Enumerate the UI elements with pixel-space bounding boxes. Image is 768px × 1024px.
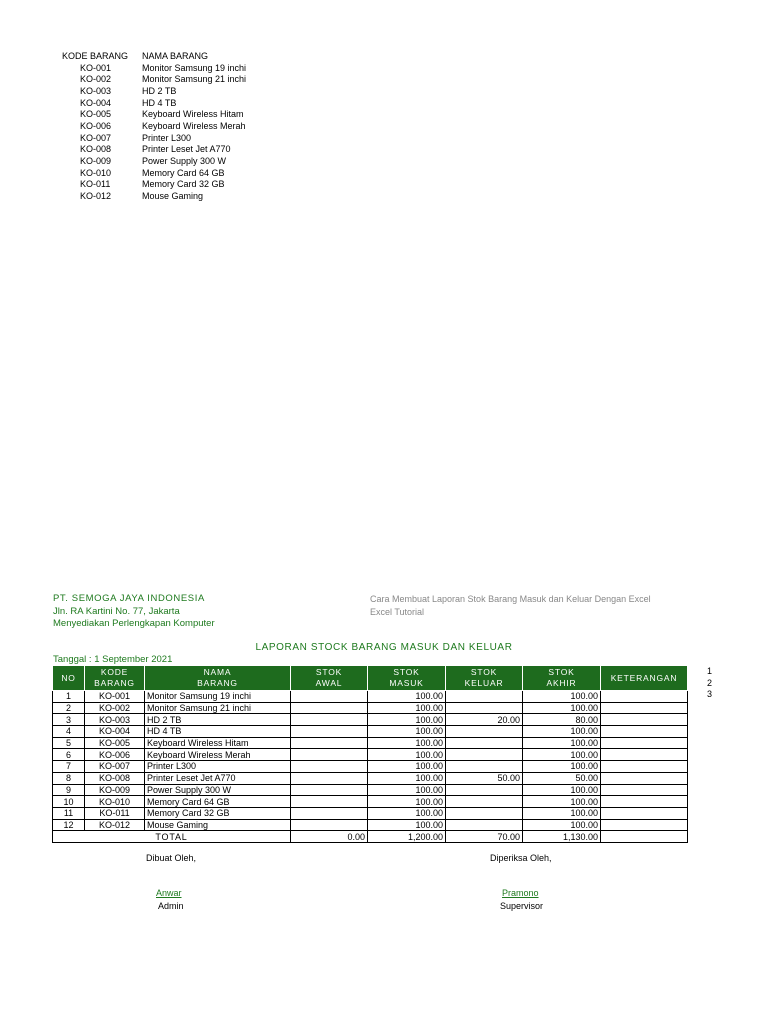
cell-stok-keluar [446,726,523,738]
master-list-item [62,191,246,203]
cell-stok-keluar [446,796,523,808]
cell-stok-keluar [446,737,523,749]
checked-by-label: Diperiksa Oleh, [490,853,552,863]
company-address: Jln. RA Kartini No. 77, Jakarta [53,605,180,617]
cell-stok-akhir: 100.00 [523,737,601,749]
cell-code: KO-001 [85,691,145,703]
cell-code: KO-011 [85,807,145,819]
master-list-item [62,168,246,180]
cell-stok-masuk: 100.00 [368,726,446,738]
master-item-code: KO-010 [80,167,112,178]
table-row [53,726,688,738]
table-row [53,761,688,773]
checker-name: Pramono [502,888,539,898]
cell-stok-masuk: 100.00 [368,691,446,703]
master-item-code: KO-001 [80,62,112,73]
cell-code: KO-009 [85,784,145,796]
cell-keterangan [601,761,688,773]
cell-keterangan [601,702,688,714]
report-date: Tanggal : 1 September 2021 [53,654,173,665]
maker-name: Anwar [156,888,182,898]
side-numbers [707,666,712,701]
cell-no: 7 [53,761,85,773]
col-header-no: NO [53,666,85,691]
cell-code: KO-012 [85,819,145,831]
cell-code: KO-004 [85,726,145,738]
col-header-code: KODE BARANG [85,666,145,691]
cell-code: KO-002 [85,702,145,714]
cell-stok-keluar [446,702,523,714]
checker-role: Supervisor [500,901,544,911]
cell-name: Memory Card 32 GB [145,807,291,819]
master-item-name: Keyboard Wireless Hitam [142,109,244,120]
cell-keterangan [601,807,688,819]
cell-stok-awal [291,807,368,819]
master-list-item [62,63,246,75]
col-header-stok-awal: STOK AWAL [291,666,368,691]
master-item-name: Memory Card 32 GB [142,179,225,190]
cell-keterangan [601,772,688,784]
master-item-code: KO-012 [80,190,112,201]
cell-stok-masuk: 100.00 [368,819,446,831]
total-keluar: 70.00 [446,831,523,843]
table-total-row [53,831,688,843]
cell-name: Monitor Samsung 21 inchi [145,702,291,714]
master-item-name: HD 4 TB [142,97,177,108]
cell-stok-keluar: 20.00 [446,714,523,726]
cell-code: KO-008 [85,772,145,784]
cell-stok-akhir: 100.00 [523,796,601,808]
master-list-header [62,51,246,63]
cell-stok-akhir: 100.00 [523,784,601,796]
cell-stok-masuk: 100.00 [368,714,446,726]
total-masuk: 1,200.00 [368,831,446,843]
cell-stok-awal [291,784,368,796]
cell-stok-awal [291,772,368,784]
table-row [53,772,688,784]
company-info [53,593,215,631]
master-list-item [62,156,246,168]
cell-no: 2 [53,702,85,714]
cell-name: Keyboard Wireless Hitam [145,737,291,749]
master-list-item [62,179,246,191]
table-row [53,796,688,808]
master-list-item [62,86,246,98]
master-item-list [62,51,246,203]
cell-stok-keluar [446,807,523,819]
cell-stok-akhir: 100.00 [523,702,601,714]
cell-stok-awal [291,749,368,761]
master-item-code: KO-007 [80,132,112,143]
table-row [53,714,688,726]
master-item-name: Monitor Samsung 19 inchi [142,62,247,73]
master-header-name: NAMA BARANG [142,51,209,61]
master-item-code: KO-011 [80,179,111,190]
cell-no: 8 [53,772,85,784]
cell-stok-akhir: 100.00 [523,749,601,761]
master-item-name: HD 2 TB [142,85,177,96]
col-header-stok-keluar: STOK KELUAR [446,666,523,691]
total-label: TOTAL [53,831,291,843]
cell-no: 1 [53,691,85,703]
master-item-code: KO-008 [80,144,112,155]
cell-stok-masuk: 100.00 [368,784,446,796]
master-list-item [62,98,246,110]
cell-stok-masuk: 100.00 [368,737,446,749]
master-list-item [62,109,246,121]
cell-stok-akhir: 100.00 [523,726,601,738]
cell-no: 9 [53,784,85,796]
cell-no: 10 [53,796,85,808]
cell-stok-masuk: 100.00 [368,807,446,819]
cell-stok-keluar: 50.00 [446,772,523,784]
cell-keterangan [601,796,688,808]
side-number: 3 [707,689,713,699]
cell-stok-awal [291,796,368,808]
table-row [53,807,688,819]
cell-stok-masuk: 100.00 [368,749,446,761]
cell-code: KO-010 [85,796,145,808]
cell-stok-masuk: 100.00 [368,702,446,714]
cell-stok-keluar [446,784,523,796]
master-list-item [62,74,246,86]
col-header-keterangan: KETERANGAN [601,666,688,691]
report-title: LAPORAN STOCK BARANG MASUK DAN KELUAR [255,642,513,653]
master-header-code: KODE BARANG [62,51,129,61]
cell-no: 5 [53,737,85,749]
table-row [53,691,688,703]
master-item-name: Memory Card 64 GB [142,167,225,178]
table-header-row [53,666,688,691]
table-row [53,784,688,796]
cell-name: Keyboard Wireless Merah [145,749,291,761]
master-item-code: KO-009 [80,155,112,166]
master-list-item [62,144,246,156]
master-item-code: KO-002 [80,74,112,85]
master-item-name: Printer L300 [142,132,192,143]
cell-stok-keluar [446,819,523,831]
cell-code: KO-003 [85,714,145,726]
master-item-code: KO-003 [80,85,112,96]
cell-name: Monitor Samsung 19 inchi [145,691,291,703]
cell-no: 12 [53,819,85,831]
table-row [53,737,688,749]
cell-stok-awal [291,714,368,726]
cell-name: HD 4 TB [145,726,291,738]
cell-keterangan [601,819,688,831]
stock-table [52,665,688,843]
tutorial-caption [370,593,651,618]
cell-stok-awal [291,819,368,831]
tutorial-line-1: Cara Membuat Laporan Stok Barang Masuk dan Keluar Dengan Excel [370,594,651,604]
total-keterangan [601,831,688,843]
cell-no: 3 [53,714,85,726]
cell-stok-awal [291,737,368,749]
cell-stok-akhir: 100.00 [523,761,601,773]
cell-keterangan [601,714,688,726]
cell-name: Power Supply 300 W [145,784,291,796]
master-item-name: Keyboard Wireless Merah [142,120,246,131]
cell-code: KO-007 [85,761,145,773]
cell-stok-akhir: 100.00 [523,819,601,831]
cell-stok-masuk: 100.00 [368,761,446,773]
master-item-code: KO-006 [80,120,112,131]
made-by-label: Dibuat Oleh, [146,853,197,863]
cell-code: KO-006 [85,749,145,761]
side-number: 2 [707,677,713,688]
col-header-stok-akhir: STOK AKHIR [523,666,601,691]
master-list-item [62,133,246,145]
cell-stok-awal [291,702,368,714]
cell-name: HD 2 TB [145,714,291,726]
total-awal: 0.00 [291,831,368,843]
cell-stok-awal [291,761,368,773]
cell-name: Memory Card 64 GB [145,796,291,808]
table-row [53,749,688,761]
cell-no: 6 [53,749,85,761]
cell-stok-awal [291,726,368,738]
cell-name: Printer L300 [145,761,291,773]
cell-stok-awal [291,691,368,703]
table-row [53,819,688,831]
cell-stok-akhir: 50.00 [523,772,601,784]
cell-stok-keluar [446,691,523,703]
cell-stok-akhir: 100.00 [523,807,601,819]
cell-code: KO-005 [85,737,145,749]
cell-keterangan [601,737,688,749]
cell-keterangan [601,691,688,703]
cell-stok-akhir: 100.00 [523,691,601,703]
cell-keterangan [601,749,688,761]
cell-name: Printer Leset Jet A770 [145,772,291,784]
table-row [53,702,688,714]
cell-keterangan [601,784,688,796]
master-item-name: Printer Leset Jet A770 [142,144,231,155]
master-item-name: Power Supply 300 W [142,155,227,166]
maker-role: Admin [158,901,184,911]
cell-stok-masuk: 100.00 [368,772,446,784]
master-item-name: Monitor Samsung 21 inchi [142,74,247,85]
master-list-item [62,121,246,133]
company-name: PT. SEMOGA JAYA INDONESIA [53,593,205,604]
total-akhir: 1,130.00 [523,831,601,843]
col-header-name: NAMA BARANG [145,666,291,691]
tutorial-line-2: Excel Tutorial [370,606,425,617]
cell-keterangan [601,726,688,738]
company-tagline: Menyediakan Perlengkapan Komputer [53,618,215,629]
master-item-name: Mouse Gaming [142,190,204,201]
cell-stok-masuk: 100.00 [368,796,446,808]
col-header-stok-masuk: STOK MASUK [368,666,446,691]
master-item-code: KO-005 [80,109,112,120]
cell-stok-keluar [446,761,523,773]
cell-stok-keluar [446,749,523,761]
cell-name: Mouse Gaming [145,819,291,831]
cell-no: 4 [53,726,85,738]
side-number: 1 [707,666,713,676]
master-item-code: KO-004 [80,97,112,108]
cell-stok-akhir: 80.00 [523,714,601,726]
cell-no: 11 [53,807,85,819]
